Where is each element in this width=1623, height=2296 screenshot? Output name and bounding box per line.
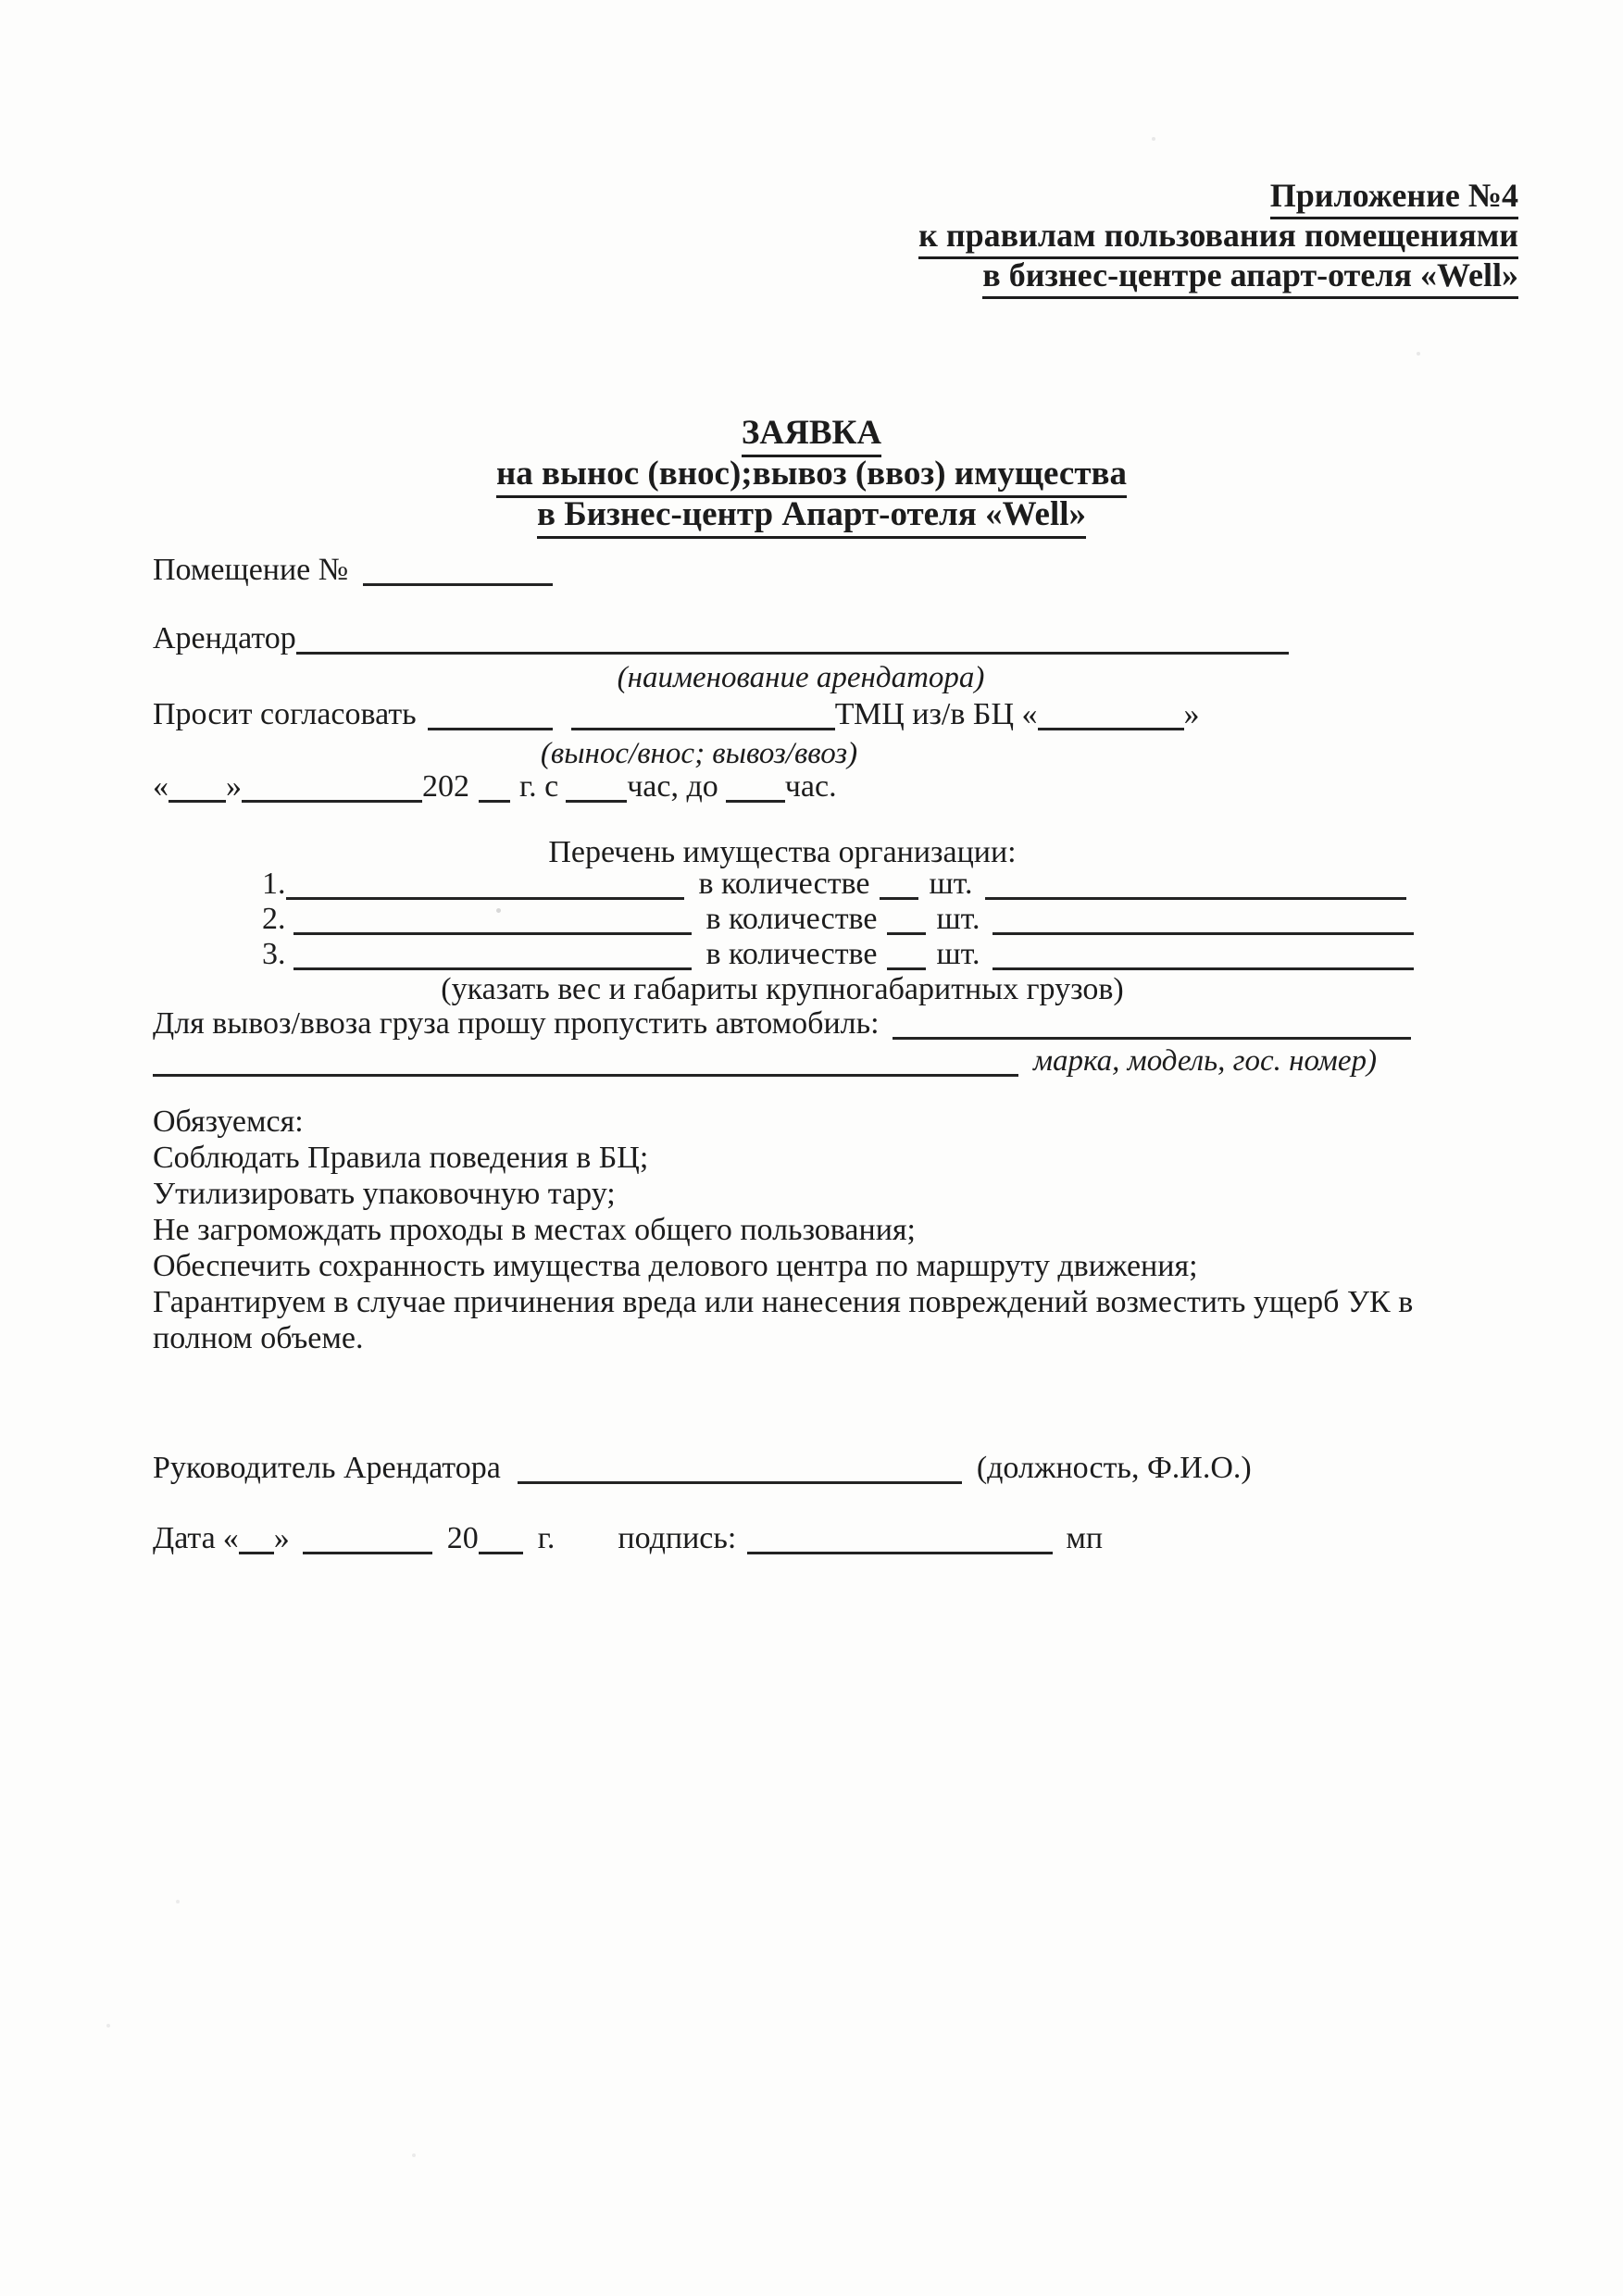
item-quantity-blank [887, 932, 926, 935]
tenant-head-caption: (должность, Ф.И.О.) [976, 1451, 1252, 1485]
scan-speck [176, 1900, 180, 1903]
bc-name-blank [1038, 728, 1184, 730]
inventory-item-row-2 [262, 901, 1414, 938]
obligation-item: Утилизировать упаковочную тару; [153, 1177, 616, 1211]
inventory-item-row-1 [262, 866, 1406, 903]
size-caption: (указать вес и габариты крупногабаритных грузов) [441, 972, 1124, 1006]
approve-line [153, 696, 1200, 733]
movement-type-blank-1 [428, 728, 553, 730]
obligations-heading: Обязуемся: [153, 1104, 304, 1139]
vehicle-blank-2 [153, 1074, 1018, 1077]
title-word-zayavka: ЗАЯВКА [742, 414, 881, 457]
tenant-label: Арендатор [153, 621, 296, 655]
sign-day-blank [239, 1552, 274, 1554]
appendix-header-line3 [918, 256, 1518, 295]
quantity-label: в количестве [698, 867, 870, 901]
tenant-head-line [153, 1450, 1252, 1487]
date-hours-line [153, 768, 837, 805]
obligations-section [153, 1104, 1500, 1356]
scan-speck [106, 2024, 110, 2028]
movement-caption-line [153, 735, 1245, 772]
signature-blank [747, 1552, 1053, 1554]
sign-year-blank [479, 1552, 523, 1554]
room-number-blank [363, 583, 553, 586]
obligation-item: Не загромождать проходы в местах общего пользования; [153, 1213, 916, 1247]
title-subject-text: на вынос (внос);вывоз (ввоз) имущества [496, 455, 1127, 498]
month-blank [242, 800, 422, 803]
g-s-label: г. с [519, 769, 559, 804]
tenant-caption-line [153, 659, 1449, 696]
vehicle-blank-1 [893, 1037, 1411, 1040]
scan-speck [1152, 137, 1155, 141]
vehicle-caption-line [153, 1042, 1377, 1079]
appendix-header-line2 [918, 216, 1518, 256]
item-note-blank [993, 967, 1414, 970]
room-number-line [153, 552, 553, 589]
appendix-rules-text: к правилам пользования помещениями [918, 217, 1518, 259]
tmc-label: ТМЦ из/в БЦ « [834, 697, 1038, 731]
item-number: 2. [262, 902, 286, 936]
room-number-label: Помещение № [153, 553, 349, 587]
movement-type-blank-2 [571, 728, 835, 730]
vehicle-label: Для вывоз/ввоза груза прошу пропустить автомобиль: [153, 1006, 880, 1041]
g-label: г. [537, 1521, 556, 1555]
document-title [0, 413, 1623, 535]
scan-speck [412, 2153, 416, 2157]
item-name-blank [293, 967, 692, 970]
inventory-heading: Перечень имущества организации: [548, 835, 1017, 869]
appendix-header [918, 176, 1518, 295]
appendix-location-text: в бизнес-центре апарт-отеля «Well» [982, 256, 1518, 299]
tenant-head-label: Руководитель Арендатора [153, 1451, 501, 1485]
hours-from-blank [566, 800, 627, 803]
year-202-text: 202 [422, 769, 469, 804]
appendix-number-text: Приложение №4 [1270, 177, 1518, 219]
title-line3 [0, 494, 1623, 535]
quantity-label: в количестве [705, 937, 878, 971]
approve-label: Просит согласовать [153, 697, 417, 731]
appendix-header-line1 [918, 176, 1518, 216]
date-label: Дата [153, 1521, 216, 1555]
inventory-item-row-3 [262, 936, 1414, 973]
date-close-quote: » [226, 769, 242, 804]
unit-label: шт. [929, 867, 973, 901]
movement-caption: (вынос/внос; вывоз/ввоз) [540, 737, 858, 770]
title-line2 [0, 454, 1623, 494]
scan-speck [496, 908, 501, 913]
hours-end-label: час. [784, 769, 837, 804]
item-note-blank [985, 897, 1406, 900]
item-number: 3. [262, 937, 286, 971]
day-blank [169, 800, 226, 803]
item-note-blank [993, 932, 1414, 935]
hours-to-blank [726, 800, 785, 803]
year-20-text: 20 [446, 1521, 479, 1555]
vehicle-caption: марка, модель, гос. номер) [1033, 1044, 1377, 1078]
unit-label: шт. [936, 937, 980, 971]
obligation-item: Соблюдать Правила поведения в БЦ; [153, 1141, 649, 1175]
title-line1 [0, 413, 1623, 454]
scan-speck [1417, 352, 1420, 356]
size-caption-line [153, 971, 1412, 1008]
item-name-blank [286, 897, 684, 900]
signature-label: подпись: [618, 1521, 737, 1555]
date-signature-line [153, 1520, 1103, 1557]
tenant-head-blank [518, 1481, 962, 1484]
title-place-text: в Бизнес-центр Апарт-отеля «Well» [537, 495, 1086, 539]
unit-label: шт. [936, 902, 980, 936]
item-name-blank [293, 932, 692, 935]
obligation-item: Обеспечить сохранность имущества делового центра по маршруту движения; [153, 1249, 1198, 1283]
tmc-close-quote: » [1183, 697, 1200, 731]
date-open-quote: « [222, 1521, 239, 1555]
item-number: 1. [262, 867, 286, 901]
date-open-quote: « [153, 769, 169, 804]
tenant-name-blank [296, 652, 1289, 655]
quantity-label: в количестве [705, 902, 878, 936]
year-digit-blank [479, 800, 510, 803]
obligation-item: Гарантируем в случае причинения вреда или нанесения повреждений возместить ущерб УК в полном объеме. [153, 1285, 1414, 1355]
tenant-line [153, 620, 1289, 657]
item-quantity-blank [887, 967, 926, 970]
date-close-quote: » [273, 1521, 290, 1555]
vehicle-line [153, 1005, 1411, 1042]
sign-month-blank [303, 1552, 432, 1554]
hours-to-label: час, до [627, 769, 718, 804]
item-quantity-blank [880, 897, 918, 900]
tenant-caption: (наименование арендатора) [617, 661, 985, 694]
stamp-label: мп [1066, 1521, 1104, 1555]
